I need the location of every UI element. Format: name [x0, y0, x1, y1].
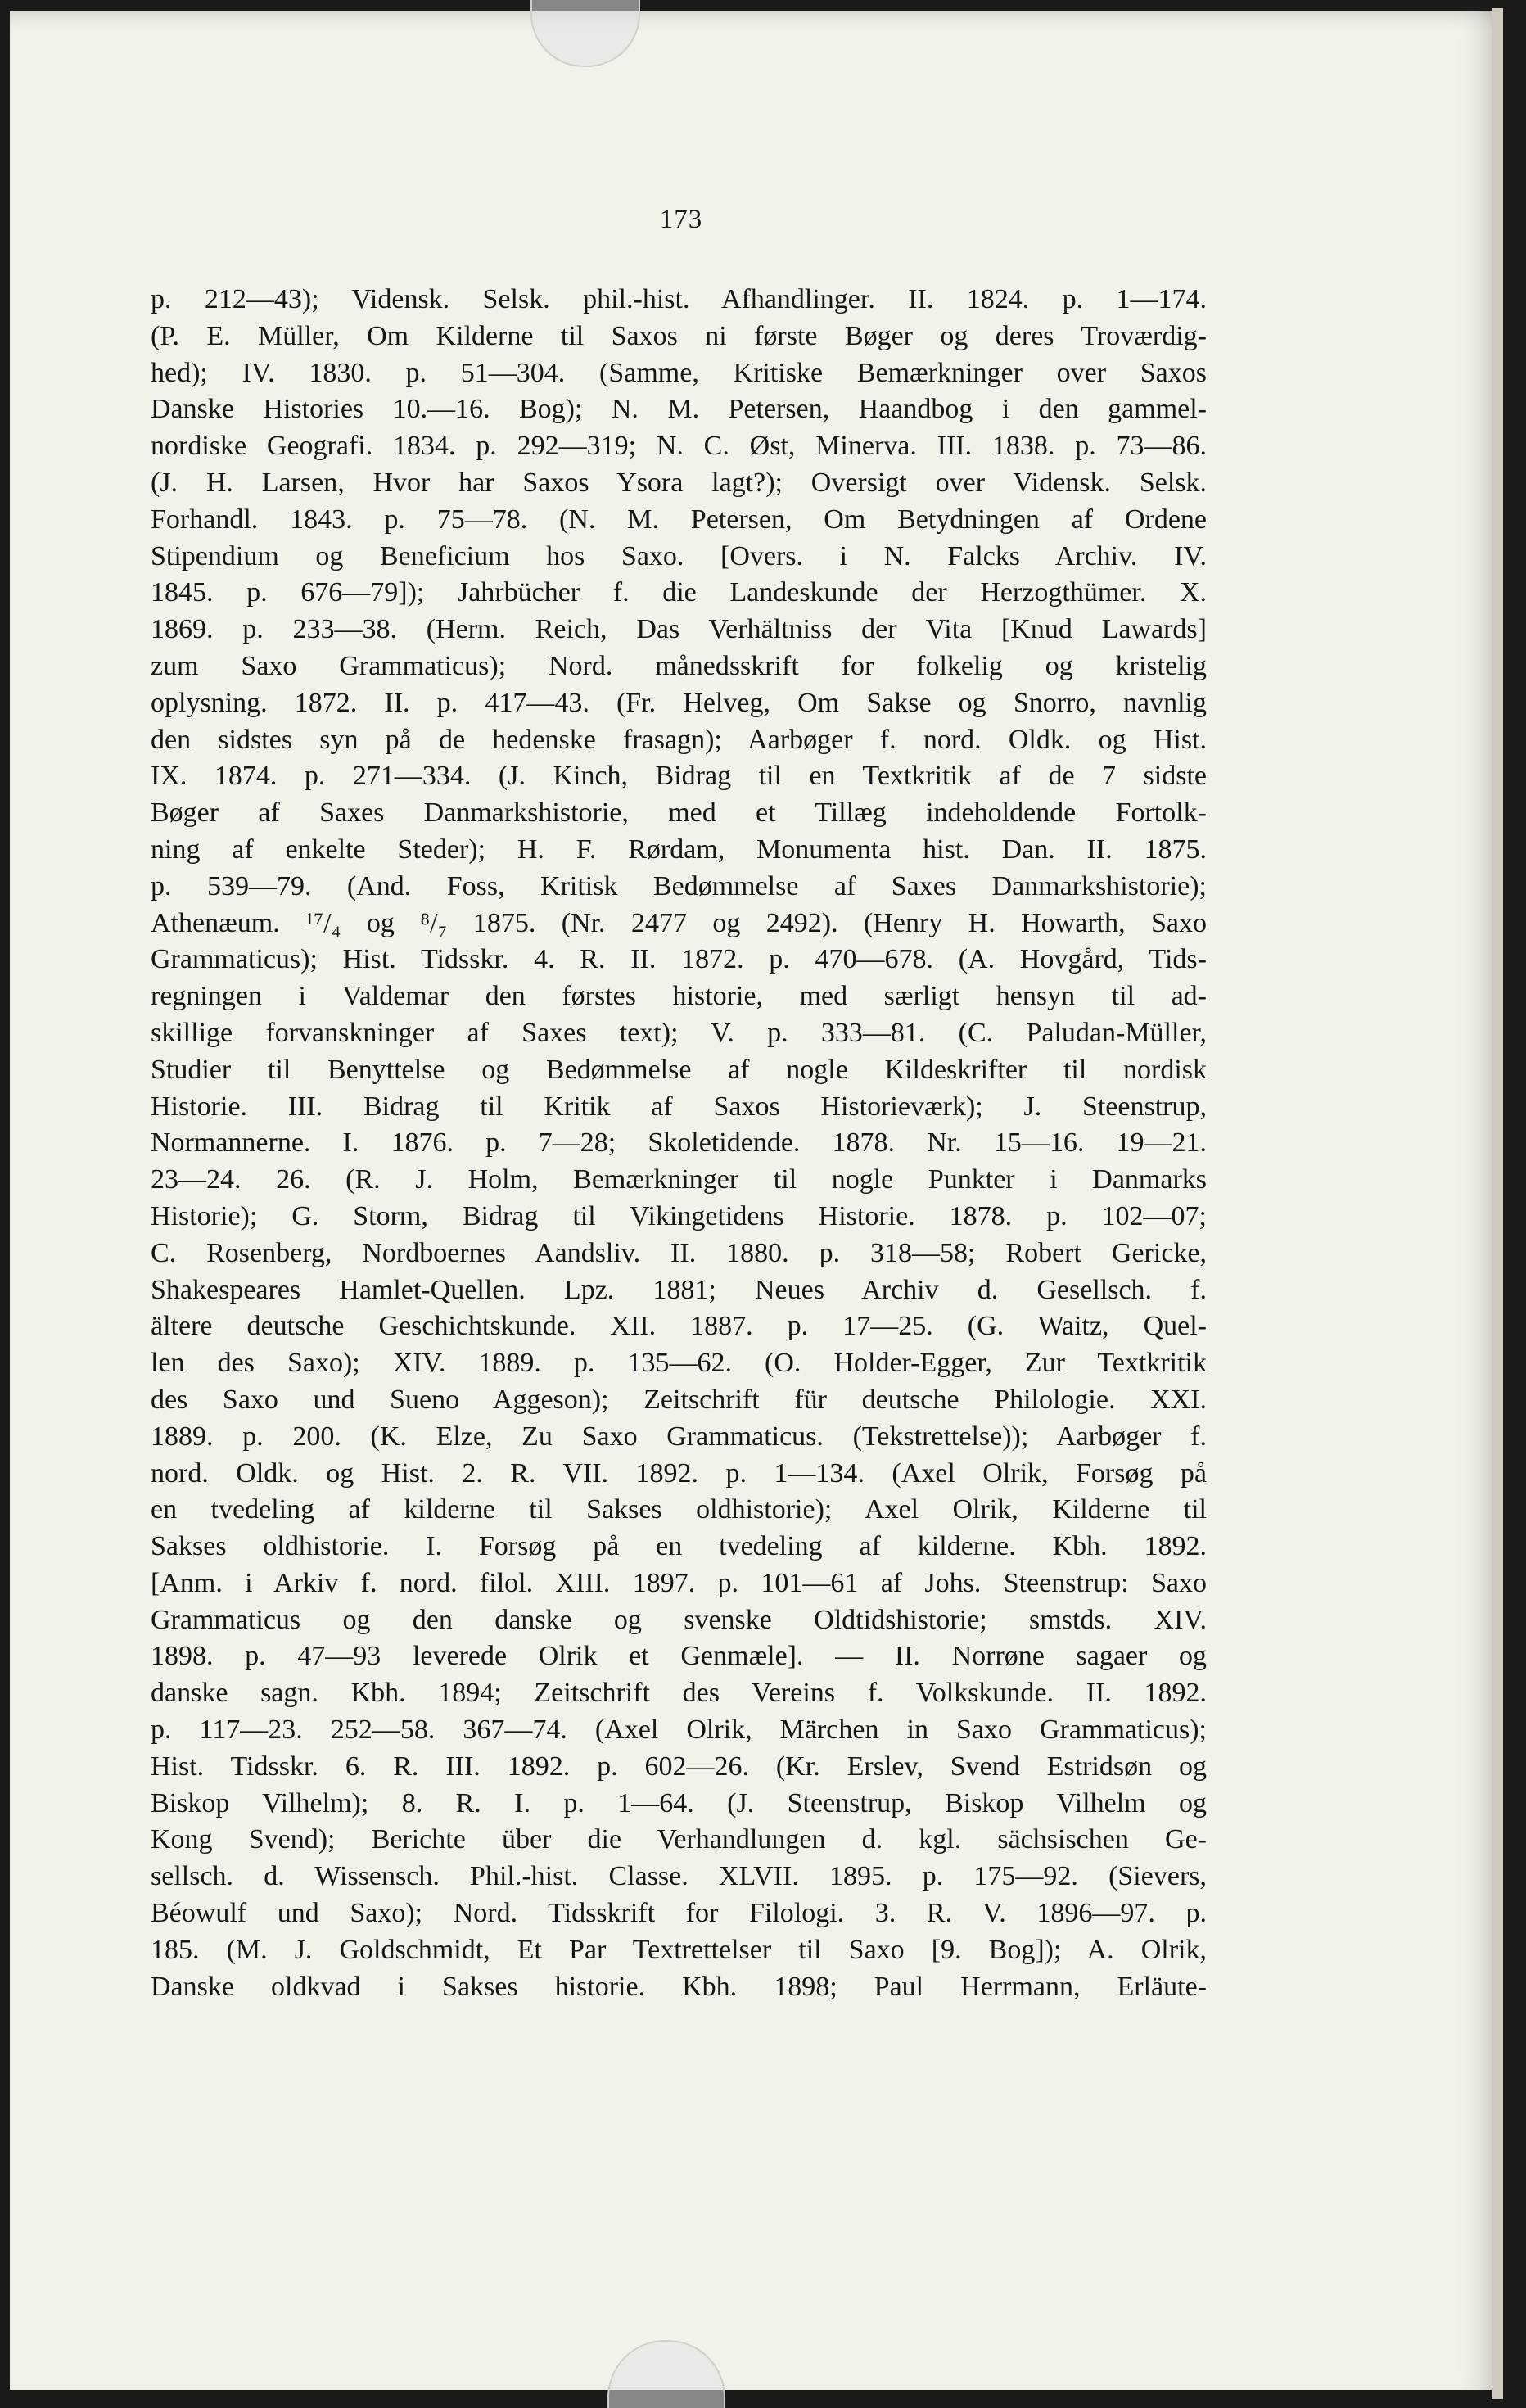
text-line: Forhandl. 1843. p. 75—78. (N. M. Petersen, Om Betydningen af Ordene: [151, 504, 1207, 535]
text-line: Hist. Tidsskr. 6. R. III. 1892. p. 602—26. (Kr. Erslev, Svend Estridsøn og: [151, 1751, 1207, 1782]
text-line: 1889. p. 200. (K. Elze, Zu Saxo Grammaticus. (Tekstrettelse)); Aarbøger f.: [151, 1421, 1207, 1452]
text-line: p. 117—23. 252—58. 367—74. (Axel Olrik, Märchen in Saxo Grammaticus);: [151, 1715, 1207, 1746]
text-line: Grammaticus og den danske og svenske Oldtidshistorie; smstds. XIV.: [151, 1604, 1207, 1635]
text-line: nord. Oldk. og Hist. 2. R. VII. 1892. p. 1—134. (Axel Olrik, Forsøg på: [151, 1457, 1207, 1489]
text-line: ning af enkelte Steder); H. F. Rørdam, Monumenta hist. Dan. II. 1875.: [151, 834, 1207, 865]
text-line: Athenæum. ¹⁷/₄ og ⁸/₇ 1875. (Nr. 2477 og 2492). (Henry H. Howarth, Saxo: [151, 907, 1207, 938]
page-number: 173: [659, 205, 703, 234]
text-line: danske sagn. Kbh. 1894; Zeitschrift des Vereins f. Volkskunde. II. 1892.: [151, 1678, 1207, 1709]
text-line: Studier til Benyttelse og Bedømmelse af nogle Kildeskrifter til nordisk: [151, 1054, 1207, 1085]
text-line: 1898. p. 47—93 leverede Olrik et Genmæle]. — II. Norrøne sagaer og: [151, 1641, 1207, 1672]
page-edge: [1492, 8, 1503, 2399]
text-line: nordiske Geografi. 1834. p. 292—319; N. C. Øst, Minerva. III. 1838. p. 73—86.: [151, 431, 1207, 462]
text-line: Kong Svend); Berichte über die Verhandlungen d. kgl. sächsischen Ge-: [151, 1824, 1207, 1855]
text-line: regningen i Valdemar den førstes historie, med særligt hensyn til ad-: [151, 981, 1207, 1012]
text-line: oplysning. 1872. II. p. 417—43. (Fr. Helveg, Om Sakse og Snorro, navnlig: [151, 687, 1207, 718]
book-page: [10, 11, 1492, 2390]
text-line: sellsch. d. Wissensch. Phil.-hist. Classe. XLVII. 1895. p. 175—92. (Sievers,: [151, 1861, 1207, 1892]
text-line: Normannerne. I. 1876. p. 7—28; Skoletidende. 1878. Nr. 15—16. 19—21.: [151, 1127, 1207, 1159]
text-line: len des Saxo); XIV. 1889. p. 135—62. (O. Holder-Egger, Zur Textkritik: [151, 1348, 1207, 1379]
body-text: [151, 282, 1207, 2005]
text-line: ältere deutsche Geschichtskunde. XII. 1887. p. 17—25. (G. Waitz, Quel-: [151, 1311, 1207, 1342]
text-line: C. Rosenberg, Nordboernes Aandsliv. II. 1880. p. 318—58; Robert Gericke,: [151, 1237, 1207, 1268]
text-line: Danske oldkvad i Sakses historie. Kbh. 1898; Paul Herrmann, Erläute-: [151, 1971, 1207, 2002]
text-line: 1845. p. 676—79]); Jahrbücher f. die Landeskunde der Herzogthümer. X.: [151, 577, 1207, 608]
text-line: p. 212—43); Vidensk. Selsk. phil.-hist. Afhandlinger. II. 1824. p. 1—174.: [151, 284, 1207, 314]
text-line: 185. (M. J. Goldschmidt, Et Par Textrettelser til Saxo [9. Bog]); A. Olrik,: [151, 1934, 1207, 1965]
text-line: Bøger af Saxes Danmarkshistorie, med et Tillæg indeholdende Fortolk-: [151, 797, 1207, 829]
text-line: 1869. p. 233—38. (Herm. Reich, Das Verhältniss der Vita [Knud Lawards]: [151, 614, 1207, 645]
text-line: [Anm. i Arkiv f. nord. filol. XIII. 1897. p. 101—61 af Johs. Steenstrup: Saxo: [151, 1567, 1207, 1598]
text-line: IX. 1874. p. 271—334. (J. Kinch, Bidrag til en Textkritik af de 7 sidste: [151, 761, 1207, 792]
text-line: en tvedeling af kilderne til Sakses oldhistorie); Axel Olrik, Kilderne til: [151, 1494, 1207, 1525]
text-line: skillige forvanskninger af Saxes text); V. p. 333—81. (C. Paludan-Müller,: [151, 1017, 1207, 1048]
text-line: p. 539—79. (And. Foss, Kritisk Bedømmelse af Saxes Danmarkshistorie);: [151, 870, 1207, 901]
text-line: des Saxo und Sueno Aggeson); Zeitschrift für deutsche Philologie. XXI.: [151, 1384, 1207, 1415]
text-line: zum Saxo Grammaticus); Nord. månedsskrift for folkelig og kristelig: [151, 650, 1207, 681]
text-line: Danske Histories 10.—16. Bog); N. M. Petersen, Haandbog i den gammel-: [151, 394, 1207, 425]
text-line: Historie); G. Storm, Bidrag til Vikingetidens Historie. 1878. p. 102—07;: [151, 1200, 1207, 1231]
text-line: hed); IV. 1830. p. 51—304. (Samme, Kritiske Bemærkninger over Saxos: [151, 357, 1207, 388]
text-line: Stipendium og Beneficium hos Saxo. [Overs. i N. Falcks Archiv. IV.: [151, 540, 1207, 572]
text-line: 23—24. 26. (R. J. Holm, Bemærkninger til nogle Punkter i Danmarks: [151, 1164, 1207, 1195]
text-line: Béowulf und Saxo); Nord. Tidsskrift for Filologi. 3. R. V. 1896—97. p.: [151, 1898, 1207, 1929]
text-line: Biskop Vilhelm); 8. R. I. p. 1—64. (J. Steenstrup, Biskop Vilhelm og: [151, 1787, 1207, 1818]
text-line: Shakespeares Hamlet-Quellen. Lpz. 1881; Neues Archiv d. Gesellsch. f.: [151, 1274, 1207, 1305]
text-line: Historie. III. Bidrag til Kritik af Saxos Historieværk); J. Steenstrup,: [151, 1091, 1207, 1122]
text-line: (P. E. Müller, Om Kilderne til Saxos ni første Bøger og deres Troværdig-: [151, 320, 1207, 351]
text-line: den sidstes syn på de hedenske frasagn); Aarbøger f. nord. Oldk. og Hist.: [151, 724, 1207, 755]
text-line: Sakses oldhistorie. I. Forsøg på en tvedeling af kilderne. Kbh. 1892.: [151, 1531, 1207, 1562]
text-line: Grammaticus); Hist. Tidsskr. 4. R. II. 1872. p. 470—678. (A. Hovgård, Tids-: [151, 944, 1207, 975]
text-line: (J. H. Larsen, Hvor har Saxos Ysora lagt?); Oversigt over Vidensk. Selsk.: [151, 467, 1207, 498]
